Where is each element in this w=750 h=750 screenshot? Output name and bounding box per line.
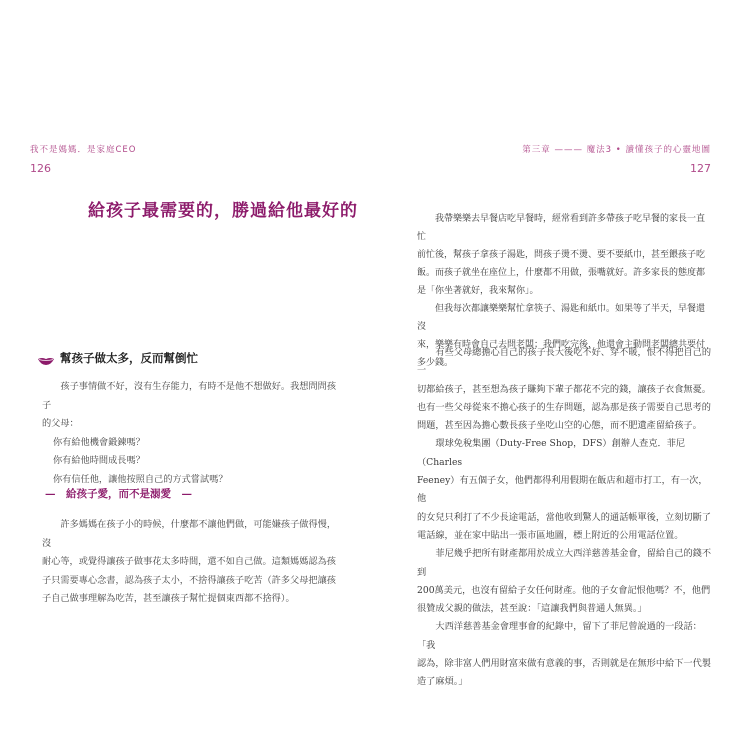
- body-line: 也有一些父母從來不擔心孩子的生存問題，認為那是孩子需要自己思考的: [417, 401, 711, 413]
- story-line: 前忙後，幫孩子拿孩子湯匙，問孩子燙不燙、要不要紙巾，甚至餵孩子吃: [417, 250, 706, 260]
- sub-heading: — 給孩子愛，而不是溺愛 —: [45, 488, 192, 500]
- body-block: [417, 344, 713, 692]
- chapter-title: 給孩子最需要的，勝過給他最好的: [88, 201, 358, 221]
- body-line: 大西洋慈善基金會理事會的紀錄中，留下了菲尼曾說過的一段話：「我: [417, 621, 702, 651]
- body-line: 200萬美元，也沒有留給子女任何財產。他的子女會記恨他嗎？不，他們: [417, 584, 711, 596]
- question-line: 你有給他時間成長嗎？: [53, 455, 145, 467]
- intro-line: 孩子事情做不好，沒有生存能力，有時不是他不想做好。我想問問孩子: [42, 381, 337, 411]
- paragraph-line: 子只需要專心念書，認為孩子太小，不捨得讓孩子吃苦（許多父母把讓孩: [42, 574, 336, 586]
- story-line: 來，樂樂有時會自己去問老闆；我們吃完後，他還會主動問老闆總共要付: [417, 340, 706, 350]
- story-line: 但我每次都讓樂樂幫忙拿筷子、湯匙和紙巾。如果等了半天，早餐還沒: [417, 304, 706, 332]
- page-number-left: 126: [30, 162, 51, 175]
- intro-block: [42, 378, 342, 490]
- lips-icon: [38, 354, 54, 362]
- story-line: 多少錢。: [417, 358, 454, 368]
- body-line: 造了麻煩。」: [417, 676, 468, 688]
- body-line: 認為，除非富人們用財富來做有意義的事，否則就是在無形中給下一代製: [417, 658, 711, 670]
- section-heading: [38, 350, 198, 366]
- story-line: 飯。而孩子就坐在座位上，什麼都不用做，張嘴就好。許多家長的態度都: [417, 268, 706, 278]
- section-heading-text: 幫孩子做太多，反而幫倒忙: [60, 351, 198, 365]
- question-line: 你有給他機會鍛鍊嗎？: [53, 436, 145, 448]
- right-page: [375, 0, 750, 750]
- left-paragraph: [42, 516, 342, 609]
- paragraph-line: 許多媽媽在孩子小的時候，什麼都不讓他們做，可能嫌孩子做得慢，沒: [42, 519, 337, 549]
- body-line: 很贊成父親的做法，甚至說：「這讓我們與普通人無異。」: [417, 603, 647, 615]
- running-head-left: 我不是媽媽．是家庭CEO: [30, 145, 137, 155]
- body-line: 切都給孩子，甚至想為孩子賺夠下輩子都花不完的錢，讓孩子衣食無憂。: [417, 383, 711, 395]
- page-number-right: 127: [690, 162, 711, 175]
- intro-line: 的父母：: [42, 418, 79, 430]
- body-line: Feeney）有五個子女，他們都得利用假期在飯店和超市打工，有一次，他: [417, 475, 708, 505]
- question-line: 你有信任他，讓他按照自己的方式嘗試嗎？: [53, 473, 228, 485]
- story-line: 我帶樂樂去早餐店吃早餐時，經常看到許多帶孩子吃早餐的家長一直忙: [417, 214, 706, 242]
- body-line: 電話線，並在家中貼出一張市區地圖，標上附近的公用電話位置。: [417, 529, 684, 541]
- body-line: 環球免稅集團（Duty-Free Shop，DFS）創辦人查克．菲尼（Charles: [417, 438, 686, 468]
- story-line: 是「你坐著就好，我來幫你」。: [417, 286, 539, 296]
- paragraph-line: 耐心等，或覺得讓孩子做事花太多時間，還不如自己做。這類媽媽認為孩: [42, 556, 336, 568]
- paragraph-line: 子自己做事理解為吃苦，甚至讓孩子幫忙提個東西都不捨得）。: [42, 593, 295, 605]
- body-line: 菲尼幾乎把所有財產都用於成立大西洋慈善基金會，留給自己的錢不到: [417, 548, 712, 578]
- running-head-right: 第三章 ——— 魔法3 • 讀懂孩子的心靈地圖: [522, 145, 711, 155]
- body-line: 問題，甚至因為擔心數長孩子坐吃山空的心態，而不肥遺產留給孩子。: [417, 420, 702, 432]
- body-line: 有些父母總擔心自己的孩子長大後吃不好、穿不暖，恨不得把自己的一: [417, 347, 712, 377]
- body-line: 的女兒只利打了不少長途電話，當他收到驚人的通話帳單後，立刻切斷了: [417, 511, 711, 523]
